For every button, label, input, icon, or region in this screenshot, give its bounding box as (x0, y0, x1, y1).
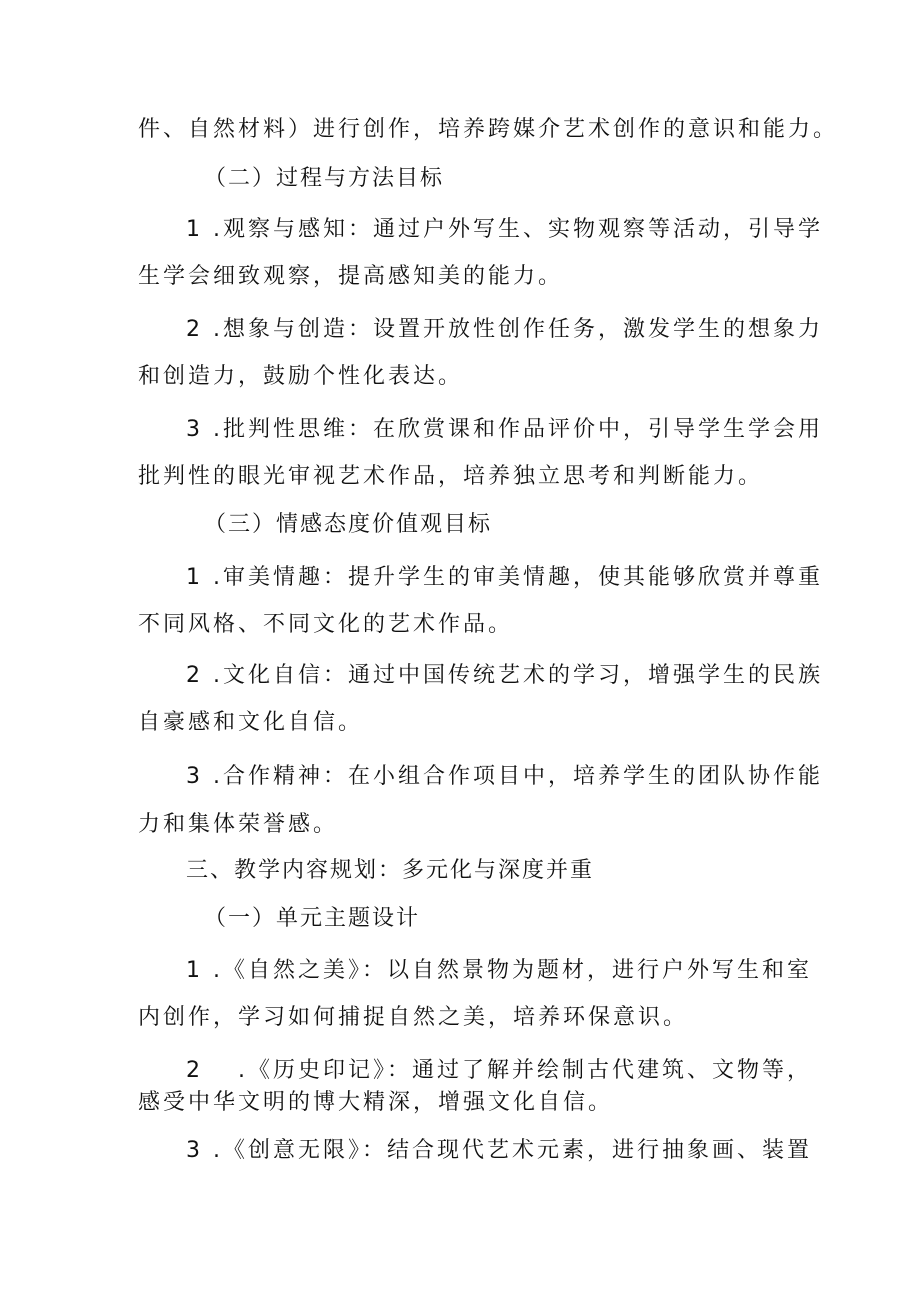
list-item-line: 3 .合作精神：在小组合作项目中，培养学生的团队协作能 (186, 764, 823, 789)
paragraph-line: 和创造力，鼓励个性化表达。 (138, 364, 464, 389)
list-item-line: 2 .文化自信：通过中国传统艺术的学习，增强学生的民族 (186, 663, 823, 688)
list-item-line: 2 .想象与创造：设置开放性创作任务，激发学生的想象力 (186, 317, 823, 342)
section-heading: （一）单元主题设计 (204, 906, 421, 931)
list-item-line: 3 .批判性思维：在欣赏课和作品评价中，引导学生学会用 (186, 417, 823, 442)
list-item-line: 1 .《自然之美》：以自然景物为题材，进行户外写生和室 (186, 958, 812, 983)
paragraph-line: 件、自然材料）进行创作，培养跨媒介艺术创作的意识和能力。 (138, 117, 839, 142)
paragraph-line: 生学会细致观察，提高感知美的能力。 (138, 264, 564, 289)
list-item-line: 2 .《历史印记》：通过了解并绘制古代建筑、文物等， (186, 1058, 812, 1083)
list-item-line: 3 .《创意无限》：结合现代艺术元素，进行抽象画、装置 (186, 1138, 812, 1163)
paragraph-line: 批判性的眼光审视艺术作品，培养独立思考和判断能力。 (138, 464, 764, 489)
list-item-line: 1 .审美情趣：提升学生的审美情趣，使其能够欣赏并尊重 (186, 565, 823, 590)
section-heading: （二）过程与方法目标 (204, 166, 445, 191)
list-item-line: 1 .观察与感知：通过户外写生、实物观察等活动，引导学 (186, 217, 823, 242)
paragraph-line: 感受中华文明的博大精深，增强文化自信。 (138, 1090, 614, 1115)
chapter-heading: 三、教学内容规划：多元化与深度并重 (186, 858, 595, 883)
paragraph-line: 自豪感和文化自信。 (138, 710, 364, 735)
paragraph-line: 内创作，学习如何捕捉自然之美，培养环保意识。 (138, 1005, 689, 1030)
paragraph-line: 力和集体荣誉感。 (138, 812, 339, 837)
section-heading: （三）情感态度价值观目标 (204, 512, 493, 537)
paragraph-line: 不同风格、不同文化的艺术作品。 (138, 612, 514, 637)
